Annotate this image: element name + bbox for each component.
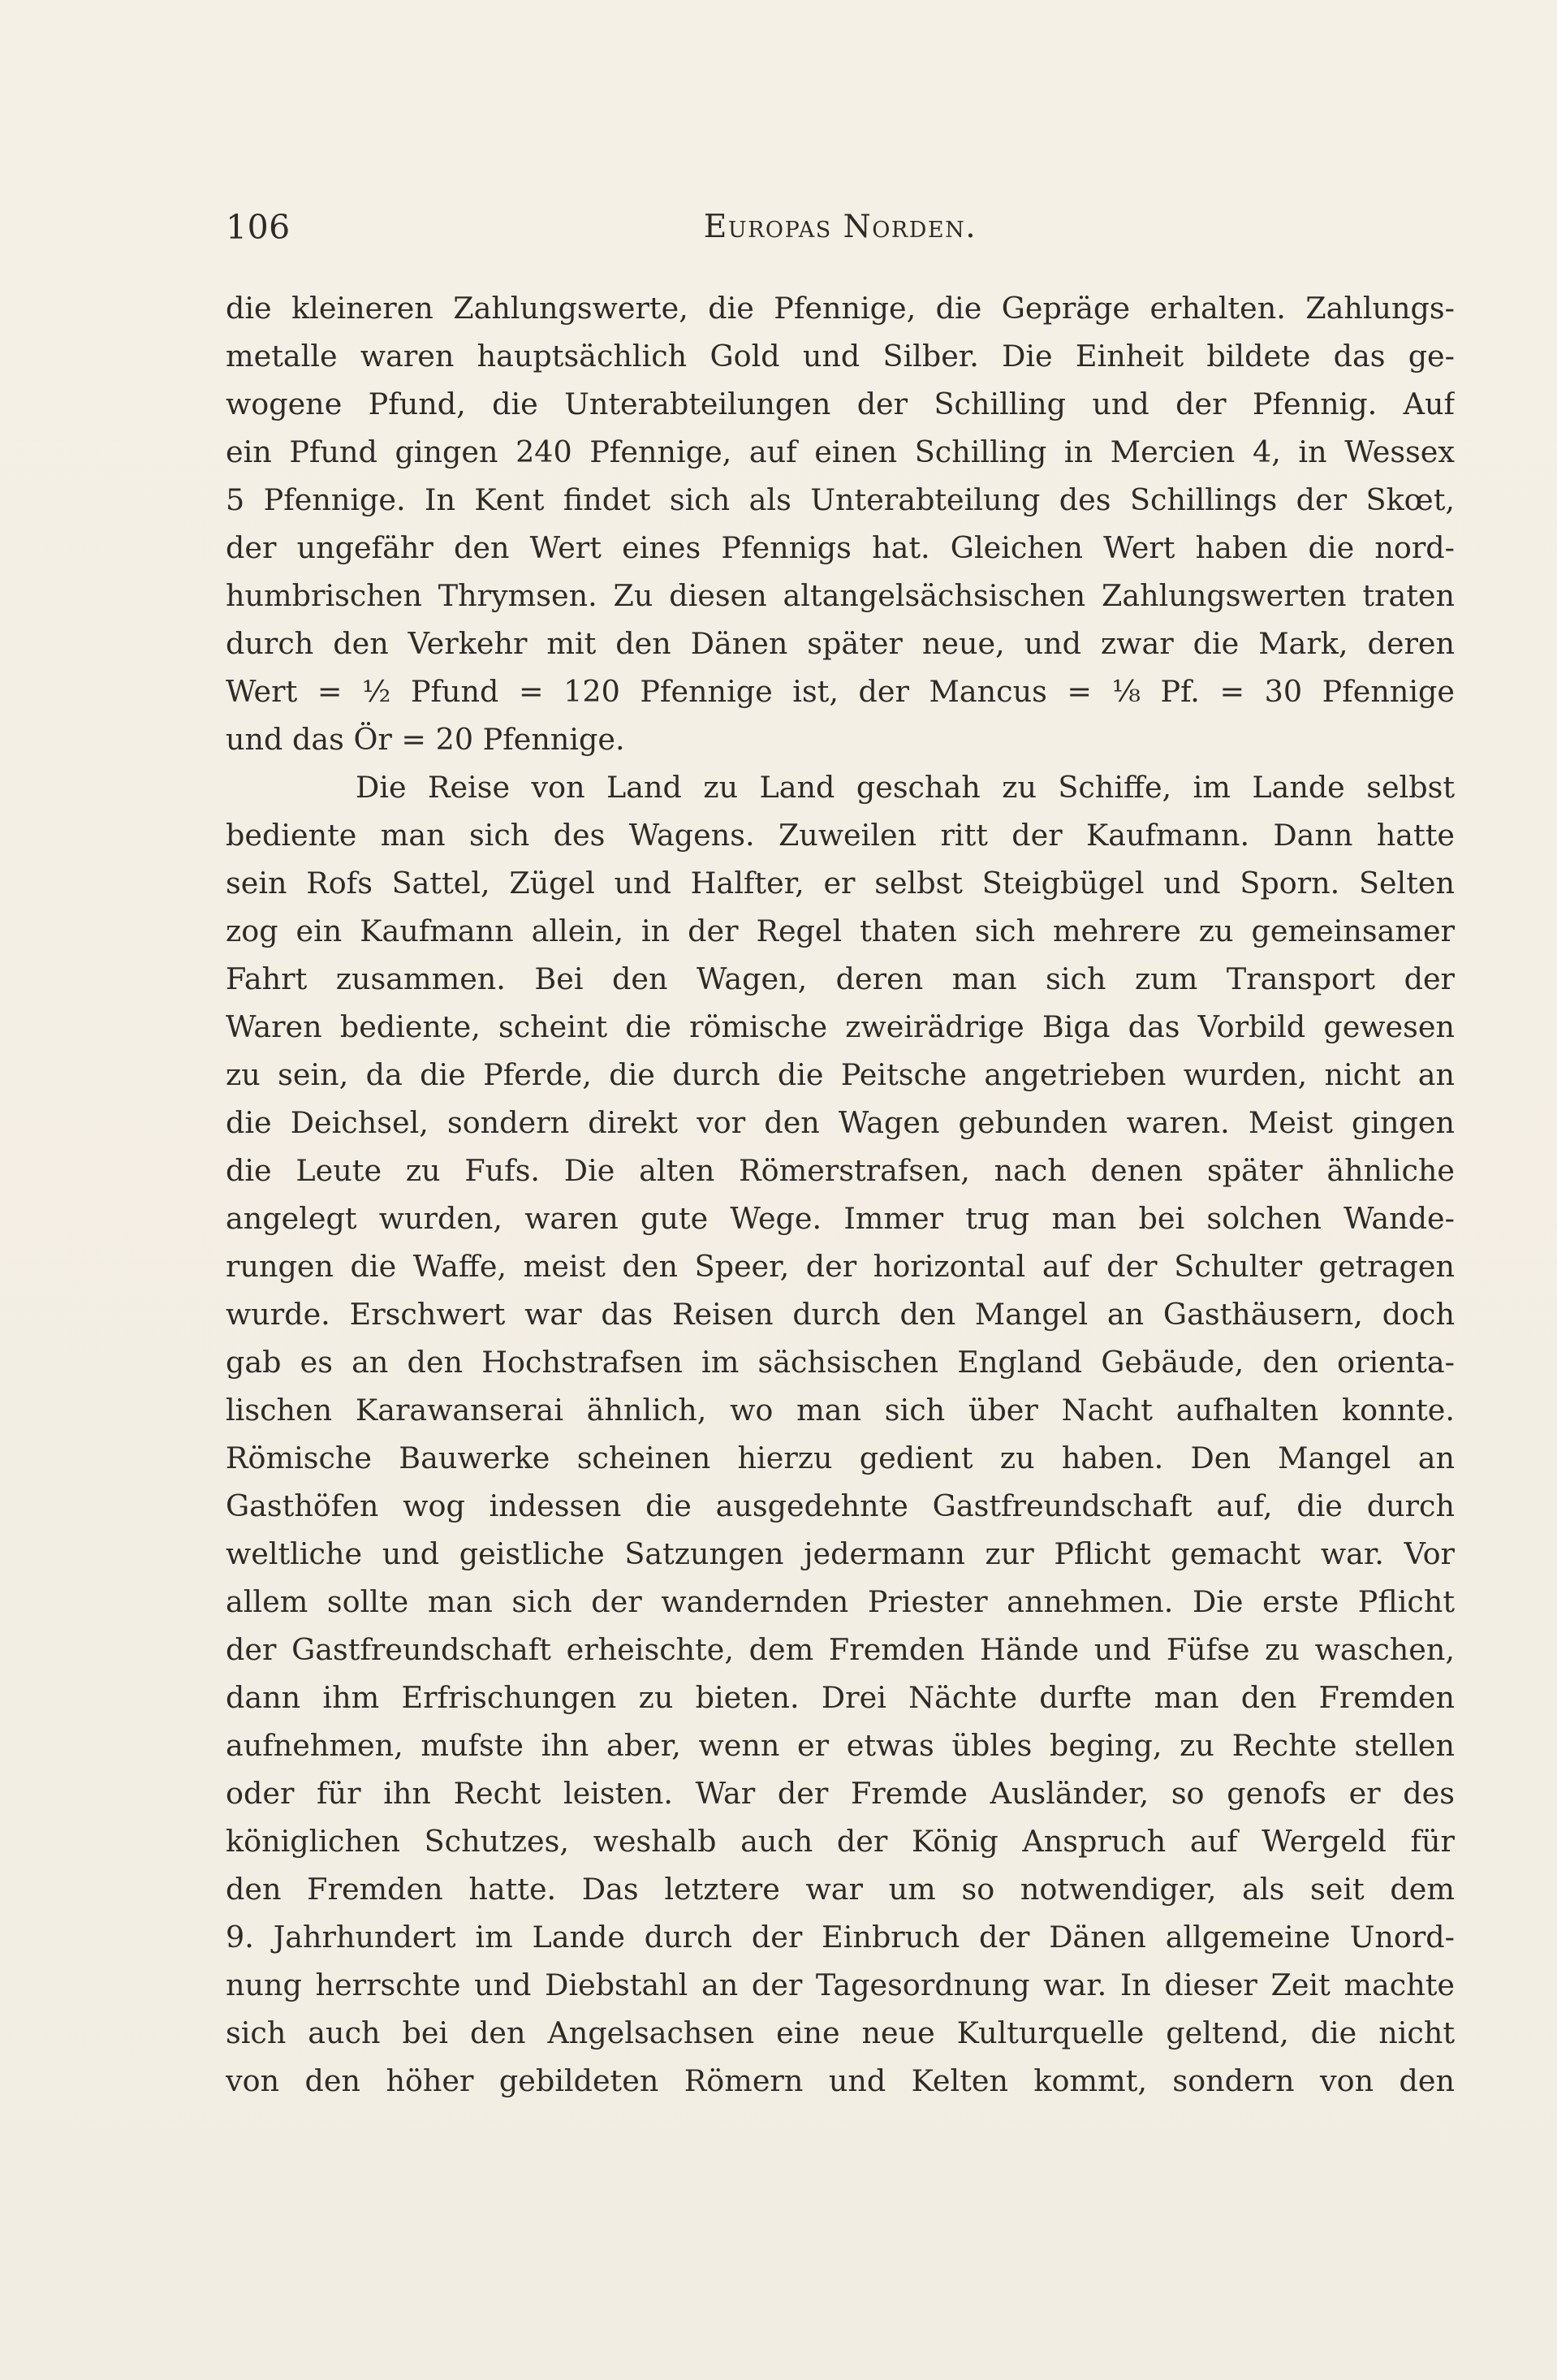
body-text [226,284,1455,2105]
text-line: angelegt wurden, waren gute Wege. Immer trug man bei solchen Wande- [226,1201,1455,1236]
text-line: weltliche und geistliche Satzungen jedermann zur Pflicht gemacht war. Vor [226,1536,1455,1571]
text-line: metalle waren hauptsächlich Gold und Silber. Die Einheit bildete das ge- [226,339,1455,374]
text-line: und das Ör = 20 Pfennige. [226,722,625,757]
text-line: allem sollte man sich der wandernden Priester annehmen. Die erste Pflicht [226,1584,1455,1619]
text-line: gab es an den Hochstrafsen im sächsischen England Gebäude, den orienta- [226,1345,1455,1380]
text-line: dann ihm Erfrischungen zu bieten. Drei Nächte durfte man den Fremden [226,1680,1455,1715]
text-line: der Gastfreundschaft erheischte, dem Fremden Hände und Füfse zu waschen, [226,1632,1455,1667]
text-line: 9. Jahrhundert im Lande durch der Einbruch der Dänen allgemeine Unord- [226,1920,1455,1955]
text-line: der ungefähr den Wert eines Pfennigs hat. Gleichen Wert haben die nord- [226,530,1455,565]
text-line: sein Rofs Sattel, Zügel und Halfter, er selbst Steigbügel und Sporn. Selten [226,866,1455,901]
text-line: von den höher gebildeten Römern und Kelten kommt, sondern von den [226,2063,1455,2098]
text-line: lischen Karawanserai ähnlich, wo man sich über Nacht aufhalten konnte. [226,1393,1455,1428]
text-line: die Leute zu Fufs. Die alten Römerstrafsen, nach denen später ähnliche [226,1153,1455,1188]
text-line: königlichen Schutzes, weshalb auch der König Anspruch auf Wergeld für [226,1824,1455,1859]
text-line: Gasthöfen wog indessen die ausgedehnte Gastfreundschaft auf, die durch [226,1488,1455,1523]
text-line: zu sein, da die Pferde, die durch die Peitsche angetrieben wurden, nicht an [226,1057,1455,1092]
text-line: wurde. Erschwert war das Reisen durch den Mangel an Gasthäusern, doch [226,1297,1455,1332]
text-line: die kleineren Zahlungswerte, die Pfennige, die Gepräge erhalten. Zahlungs- [226,291,1455,326]
text-line: zog ein Kaufmann allein, in der Regel thaten sich mehrere zu gemeinsamer [226,914,1455,948]
text-line: aufnehmen, mufste ihn aber, wenn er etwas übles beging, zu Rechte stellen [226,1728,1455,1763]
text-line: bediente man sich des Wagens. Zuweilen ritt der Kaufmann. Dann hatte [226,818,1455,853]
text-line: Fahrt zusammen. Bei den Wagen, deren man sich zum Transport der [226,961,1455,996]
text-line: humbrischen Thrymsen. Zu diesen altangelsächsischen Zahlungswerten traten [226,578,1455,613]
text-line: Römische Bauwerke scheinen hierzu gedient zu haben. Den Mangel an [226,1441,1455,1475]
text-line: wogene Pfund, die Unterabteilungen der Schilling und der Pfennig. Auf [226,387,1455,421]
text-line: Waren bediente, scheint die römische zweirädrige Biga das Vorbild gewesen [226,1009,1455,1044]
text-line: Wert = ½ Pfund = 120 Pfennige ist, der Mancus = ⅛ Pf. = 30 Pfennige [226,674,1455,709]
text-line: oder für ihn Recht leisten. War der Fremde Ausländer, so genofs er des [226,1776,1455,1811]
text-line: rungen die Waffe, meist den Speer, der horizontal auf der Schulter getragen [226,1249,1455,1284]
page-header [226,203,1455,252]
text-line: nung herrschte und Diebstahl an der Tagesordnung war. In dieser Zeit machte [226,1967,1455,2002]
text-line: die Deichsel, sondern direkt vor den Wagen gebunden waren. Meist gingen [226,1105,1455,1140]
text-line: 5 Pfennige. In Kent findet sich als Unterabteilung des Schillings der Skœt, [226,482,1455,517]
page-number: 106 [226,208,291,247]
paragraph-first-line: Die Reise von Land zu Land geschah zu Schiffe, im Lande selbst [356,770,1455,805]
text-line: ein Pfund gingen 240 Pfennige, auf einen Schilling in Mercien 4, in Wessex [226,434,1455,469]
text-line: sich auch bei den Angelsachsen eine neue Kulturquelle geltend, die nicht [226,2015,1455,2050]
text-line: den Fremden hatte. Das letztere war um so notwendiger, als seit dem [226,1872,1455,1907]
running-head: Europas Norden. [703,209,977,245]
text-line: durch den Verkehr mit den Dänen später neue, und zwar die Mark, deren [226,626,1455,661]
